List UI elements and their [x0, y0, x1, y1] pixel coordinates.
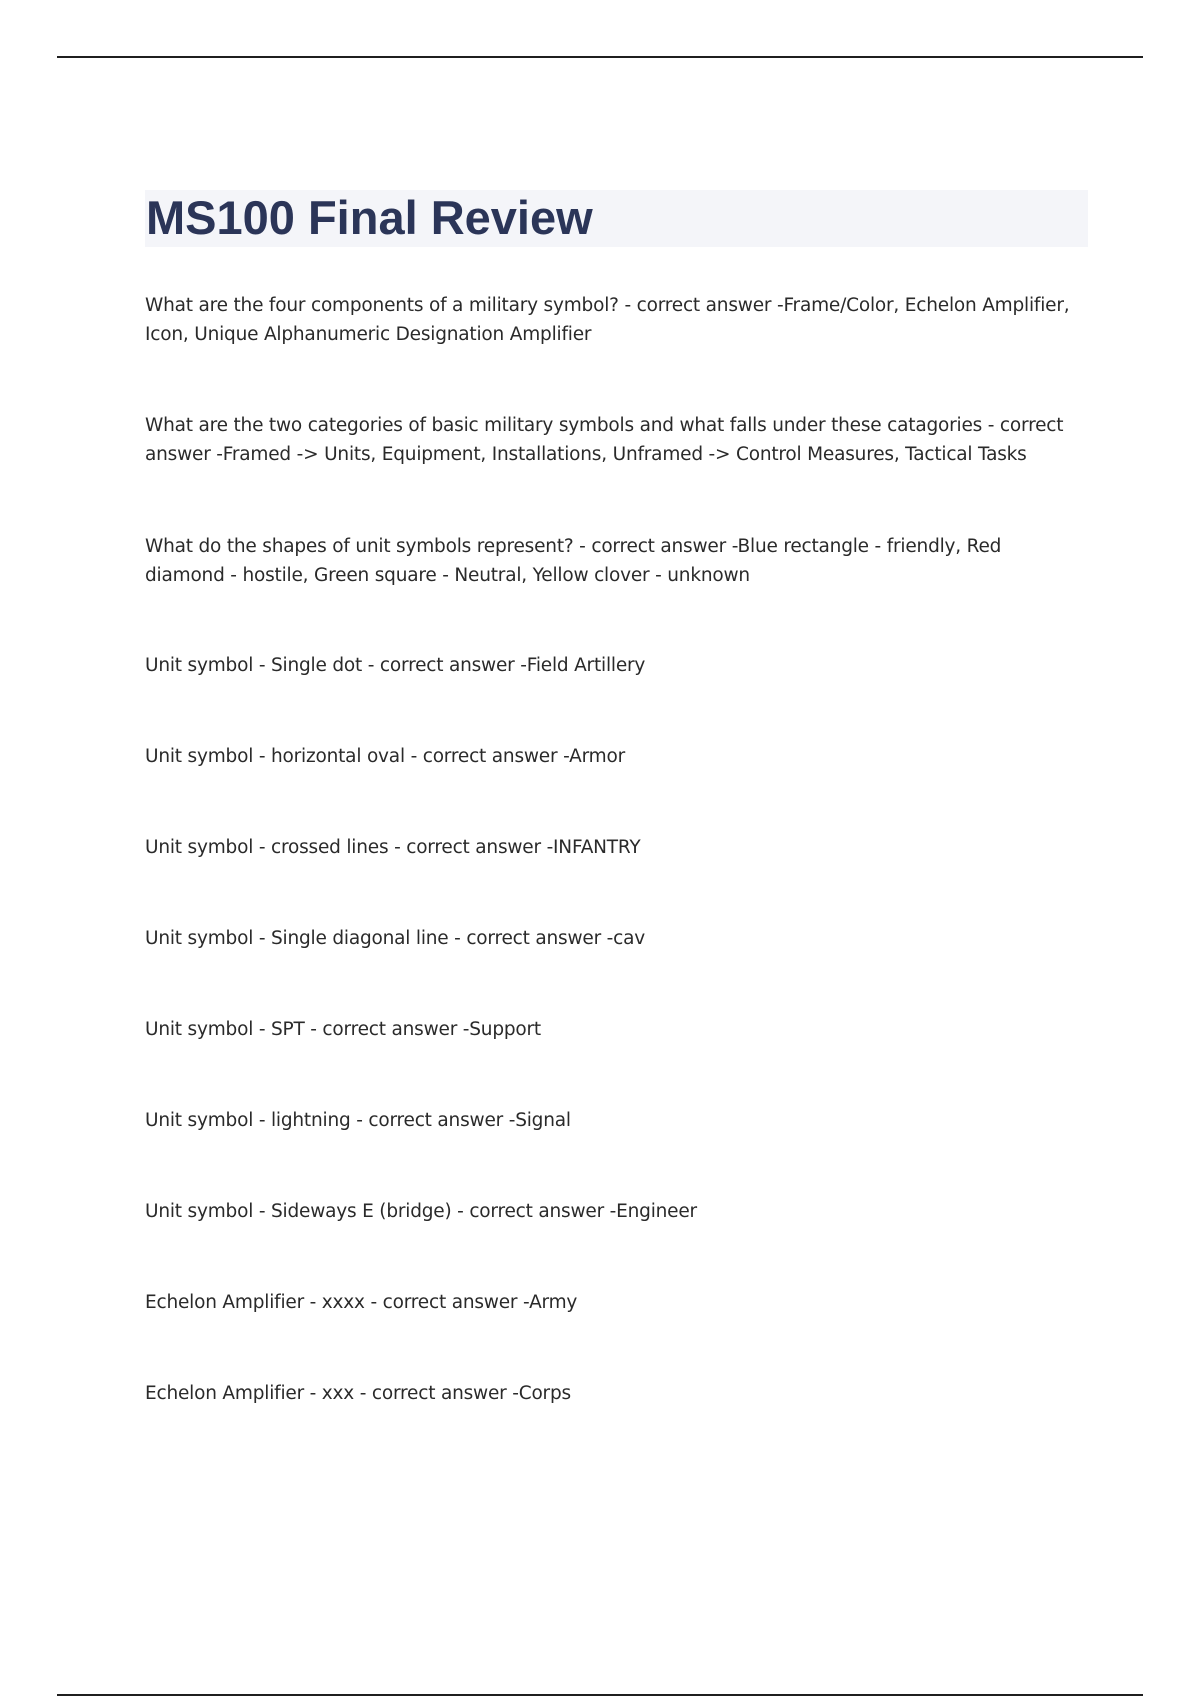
qa-entry-8: Unit symbol - SPT - correct answer -Support: [145, 1019, 541, 1040]
top-rule: [57, 56, 1143, 58]
qa-entry-1: What are the four components of a military symbol? - correct answer -Frame/Color, Echelon Amplifier, Icon, Unique Alphanumeric Designation Amplifier: [145, 295, 1070, 345]
bottom-rule: [57, 1694, 1143, 1696]
qa-entry-5: Unit symbol - horizontal oval - correct answer -Armor: [145, 746, 626, 767]
qa-entry-2: What are the two categories of basic military symbols and what falls under these catagories - correct answer -Framed -> Units, Equipment, Installations, Unframed -> Control Measures, Tactical Tasks: [145, 415, 1064, 465]
qa-entry-12: Echelon Amplifier - xxx - correct answer -Corps: [145, 1383, 571, 1404]
document-title: MS100 Final Review: [146, 191, 593, 244]
qa-entry-11: Echelon Amplifier - xxxx - correct answer -Army: [145, 1292, 578, 1313]
qa-entry-3: What do the shapes of unit symbols represent? - correct answer -Blue rectangle - friendly, Red diamond - hostile, Green square - Neutral, Yellow clover - unknown: [145, 536, 1002, 586]
qa-entry-7: Unit symbol - Single diagonal line - correct answer -cav: [145, 928, 646, 949]
qa-entry-4: Unit symbol - Single dot - correct answer -Field Artillery: [145, 655, 646, 676]
qa-entry-6: Unit symbol - crossed lines - correct answer -INFANTRY: [145, 837, 641, 858]
qa-entry-10: Unit symbol - Sideways E (bridge) - correct answer -Engineer: [145, 1201, 697, 1222]
qa-entry-9: Unit symbol - lightning - correct answer -Signal: [145, 1110, 571, 1131]
